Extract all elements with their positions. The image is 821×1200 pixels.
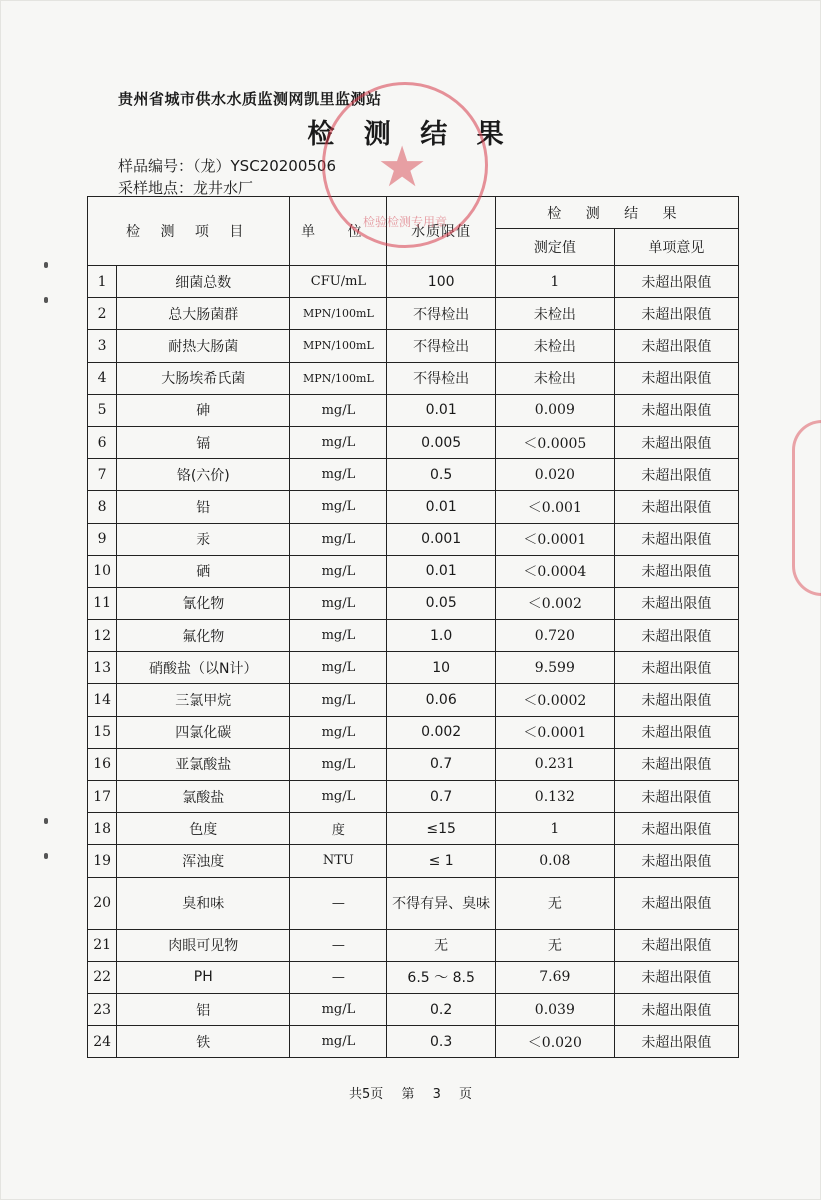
binding-hole [44,297,48,303]
item-limit: 0.002 [387,716,495,748]
header-measured: 测定值 [495,229,614,266]
item-name: 硒 [117,555,290,587]
item-unit: mg/L [290,684,387,716]
item-name: 氟化物 [117,620,290,652]
measured-value: 未检出 [495,330,614,362]
item-opinion: 未超出限值 [614,684,738,716]
sampling-site [118,177,253,198]
measured-value: 7.69 [495,961,614,993]
item-name: 亚氯酸盐 [117,748,290,780]
row-number: 16 [88,748,117,780]
header-limit: 水质限值 [387,197,495,266]
item-limit: 0.05 [387,587,495,619]
row-number: 20 [88,877,117,929]
row-number: 7 [88,459,117,491]
row-number: 24 [88,1026,117,1058]
item-name: 四氯化碳 [117,716,290,748]
binding-hole [44,262,48,268]
measured-value: ＜0.0002 [495,684,614,716]
item-limit: 无 [387,929,495,961]
item-name: 细菌总数 [117,266,290,298]
item-name: 色度 [117,813,290,845]
measured-value: ＜0.0005 [495,426,614,458]
row-number: 3 [88,330,117,362]
sample-id-value: （龙）YSC20200506 [193,157,337,175]
current-page: 第 3 页 [401,1087,472,1102]
header-item: 检 测 项 目 [88,197,290,266]
measured-value: 0.08 [495,845,614,877]
measured-value: 未检出 [495,298,614,330]
item-name: 氯酸盐 [117,781,290,813]
item-name: 砷 [117,394,290,426]
item-name: 肉眼可见物 [117,929,290,961]
item-unit: MPN/100mL [290,330,387,362]
organization-name: 贵州省城市供水水质监测网凯里监测站 [118,90,382,108]
item-opinion: 未超出限值 [614,330,738,362]
item-limit: 不得检出 [387,362,495,394]
table-row [88,813,739,845]
table-row [88,781,739,813]
row-number: 21 [88,929,117,961]
table-row [88,298,739,330]
item-opinion: 未超出限值 [614,266,738,298]
measured-value: 0.039 [495,993,614,1025]
measured-value: ＜0.020 [495,1026,614,1058]
sampling-site-value: 龙井水厂 [193,179,254,197]
item-limit: ≤ 1 [387,845,495,877]
row-number: 2 [88,298,117,330]
total-pages: 共5页 [349,1087,384,1102]
item-limit: 0.3 [387,1026,495,1058]
item-unit: mg/L [290,620,387,652]
item-unit: mg/L [290,394,387,426]
measured-value: 0.020 [495,459,614,491]
item-name: 铬(六价) [117,459,290,491]
table-row [88,877,739,929]
item-unit: — [290,877,387,929]
measured-value: 0.720 [495,620,614,652]
header-unit: 单 位 [290,197,387,266]
table-row [88,748,739,780]
item-unit: mg/L [290,587,387,619]
item-opinion: 未超出限值 [614,961,738,993]
item-opinion: 未超出限值 [614,1026,738,1058]
row-number: 12 [88,620,117,652]
item-opinion: 未超出限值 [614,459,738,491]
item-unit: mg/L [290,781,387,813]
item-limit: 10 [387,652,495,684]
sample-id [118,155,336,176]
table-row [88,362,739,394]
item-name: 硝酸盐（以N计） [117,652,290,684]
item-unit: mg/L [290,993,387,1025]
item-name: 镉 [117,426,290,458]
item-opinion: 未超出限值 [614,394,738,426]
item-limit: 100 [387,266,495,298]
item-opinion: 未超出限值 [614,993,738,1025]
item-name: 浑浊度 [117,845,290,877]
item-limit: 1.0 [387,620,495,652]
item-unit: MPN/100mL [290,298,387,330]
table-row [88,459,739,491]
item-unit: mg/L [290,652,387,684]
table-row [88,620,739,652]
item-unit: mg/L [290,555,387,587]
table-row [88,266,739,298]
measured-value: ＜0.002 [495,587,614,619]
measured-value: 1 [495,813,614,845]
item-limit: 0.01 [387,555,495,587]
item-name: 铝 [117,993,290,1025]
item-name: 铁 [117,1026,290,1058]
measured-value: ＜0.001 [495,491,614,523]
item-opinion: 未超出限值 [614,587,738,619]
measured-value: 0.132 [495,781,614,813]
seal-star-icon: ★ [377,135,428,200]
item-name: 三氯甲烷 [117,684,290,716]
row-number: 23 [88,993,117,1025]
row-number: 19 [88,845,117,877]
measured-value: 无 [495,877,614,929]
item-opinion: 未超出限值 [614,845,738,877]
row-number: 10 [88,555,117,587]
item-unit: mg/L [290,748,387,780]
item-name: 汞 [117,523,290,555]
measured-value: 0.009 [495,394,614,426]
table-row [88,394,739,426]
item-unit: — [290,961,387,993]
table-row [88,993,739,1025]
row-number: 18 [88,813,117,845]
item-name: 耐热大肠菌 [117,330,290,362]
item-opinion: 未超出限值 [614,298,738,330]
table-row [88,1026,739,1058]
report-title: 检 测 结 果 [307,119,514,150]
table-row [88,929,739,961]
seam-seal [792,420,821,596]
measured-value: 1 [495,266,614,298]
header-results: 检 测 结 果 [495,197,738,229]
binding-hole [44,818,48,824]
sampling-site-label: 采样地点： [118,179,194,197]
item-limit: 0.005 [387,426,495,458]
item-name: 大肠埃希氏菌 [117,362,290,394]
table-row [88,716,739,748]
item-limit: 0.001 [387,523,495,555]
item-opinion: 未超出限值 [614,523,738,555]
item-unit: — [290,929,387,961]
row-number: 4 [88,362,117,394]
row-number: 11 [88,587,117,619]
row-number: 5 [88,394,117,426]
item-limit: ≤15 [387,813,495,845]
row-number: 15 [88,716,117,748]
table-row [88,684,739,716]
item-limit: 0.5 [387,459,495,491]
header-opinion: 单项意见 [614,229,738,266]
row-number: 13 [88,652,117,684]
item-opinion: 未超出限值 [614,716,738,748]
page-footer [0,1083,821,1102]
table-row [88,961,739,993]
item-name: 铅 [117,491,290,523]
row-number: 9 [88,523,117,555]
item-limit: 0.7 [387,781,495,813]
measured-value: 无 [495,929,614,961]
row-number: 17 [88,781,117,813]
item-opinion: 未超出限值 [614,813,738,845]
item-unit: mg/L [290,716,387,748]
item-limit: 0.06 [387,684,495,716]
sample-id-label: 样品编号： [118,157,194,175]
measured-value: 未检出 [495,362,614,394]
item-name: 氰化物 [117,587,290,619]
table-row [88,587,739,619]
item-limit: 6.5 ～ 8.5 [387,961,495,993]
item-unit: mg/L [290,459,387,491]
row-number: 22 [88,961,117,993]
item-limit: 0.7 [387,748,495,780]
binding-hole [44,853,48,859]
item-opinion: 未超出限值 [614,877,738,929]
item-unit: mg/L [290,426,387,458]
item-unit: 度 [290,813,387,845]
measured-value: 9.599 [495,652,614,684]
item-limit: 0.01 [387,394,495,426]
item-opinion: 未超出限值 [614,781,738,813]
item-opinion: 未超出限值 [614,748,738,780]
item-opinion: 未超出限值 [614,555,738,587]
item-limit: 0.2 [387,993,495,1025]
item-limit: 不得检出 [387,298,495,330]
item-limit: 不得有异、臭味 [387,877,495,929]
row-number: 14 [88,684,117,716]
measured-value: ＜0.0001 [495,716,614,748]
item-unit: NTU [290,845,387,877]
measured-value: ＜0.0001 [495,523,614,555]
results-table [87,196,739,1058]
item-unit: mg/L [290,491,387,523]
table-row [88,652,739,684]
measured-value: ＜0.0004 [495,555,614,587]
item-unit: mg/L [290,523,387,555]
item-unit: mg/L [290,1026,387,1058]
item-opinion: 未超出限值 [614,620,738,652]
row-number: 1 [88,266,117,298]
measured-value: 0.231 [495,748,614,780]
item-name: 总大肠菌群 [117,298,290,330]
item-opinion: 未超出限值 [614,491,738,523]
table-row [88,555,739,587]
item-name: PH [117,961,290,993]
row-number: 6 [88,426,117,458]
item-opinion: 未超出限值 [614,426,738,458]
item-name: 臭和味 [117,877,290,929]
item-opinion: 未超出限值 [614,652,738,684]
row-number: 8 [88,491,117,523]
table-row [88,845,739,877]
item-limit: 0.01 [387,491,495,523]
item-unit: CFU/mL [290,266,387,298]
table-row [88,426,739,458]
item-opinion: 未超出限值 [614,929,738,961]
item-limit: 不得检出 [387,330,495,362]
item-unit: MPN/100mL [290,362,387,394]
table-row [88,523,739,555]
table-row [88,491,739,523]
item-opinion: 未超出限值 [614,362,738,394]
seal-text: 检验检测专用章 [362,215,447,229]
table-row [88,330,739,362]
